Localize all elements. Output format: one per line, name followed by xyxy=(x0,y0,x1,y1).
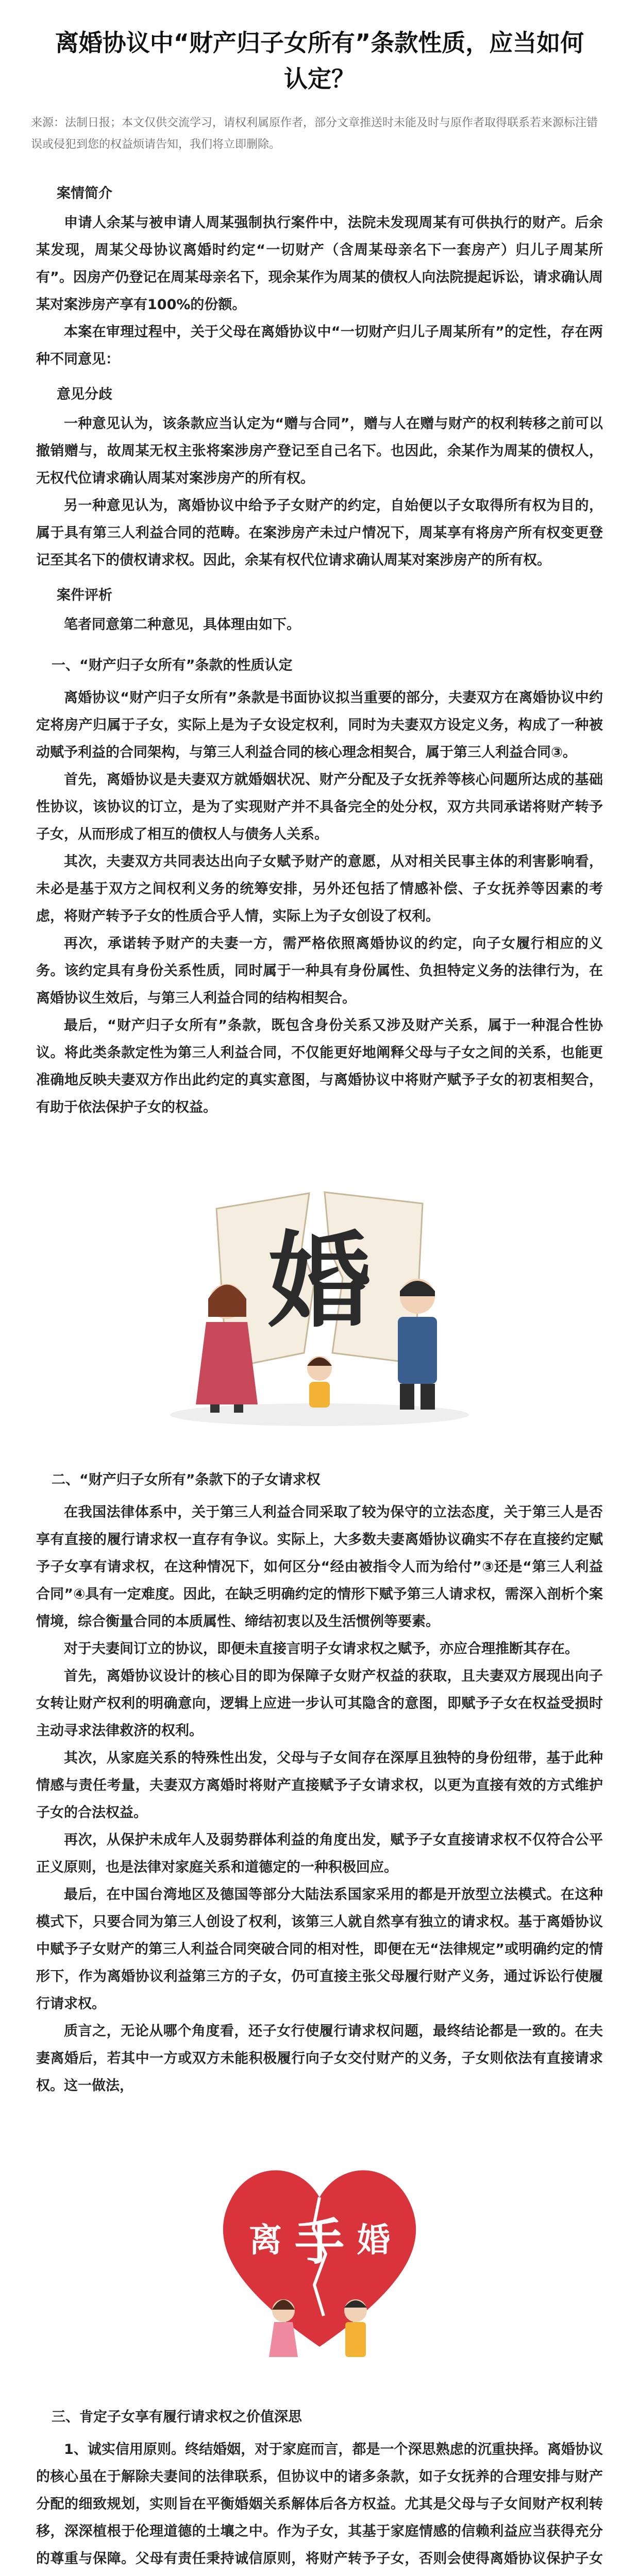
case-paragraph: 本案在审理过程中，关于父母在离婚协议中“一切财产归儿子周某所有”的定性，存在两种不同意见： xyxy=(36,324,603,367)
section1-paragraph: 离婚协议“财产归子女所有”条款是书面协议拟当重要的部分，夫妻双方在离婚协议中约定将房产归属于子女，实际上是为子女设定权利，同时为夫妻双方设定义务，构成了一种被动赋予利益的合同架构，与第三人利益合同的核心理念相契合，属于第三人利益合同③。 xyxy=(36,690,603,760)
section1-paragraph: 首先，离婚协议是夫妻双方就婚姻状况、财产分配及子女抚养等核心问题所达成的基础性协议，该协议的订立，是为了实现财产并不具备完全的处分权，双方共同承诺将财产转予子女，从而形成了相互的债权人与债务人关系。 xyxy=(36,772,603,842)
section1-paragraph: 最后，“财产归子女所有”条款，既包含身份关系又涉及财产关系，属于一种混合性协议。将此类条款定性为第三人利益合同，不仅能更好地阐释父母与子女之间的关系，也能更准确地反映夫妻双方作出此约定的真实意图，与离婚协议中将财产赋予子女的初衷相契合，有助于依法保护子女的权益。 xyxy=(36,1018,603,1115)
section2-paragraph: 再次，从保护未成年人及弱势群体利益的角度出发，赋予子女直接请求权不仅符合公平正义原则，也是法律对家庭关系和道德定的一种积极回应。 xyxy=(36,1832,603,1875)
sign-character: 婚 xyxy=(267,1222,372,1342)
case-heading: 案情简介 xyxy=(57,185,112,201)
divorce-illustration xyxy=(36,1137,603,1446)
heart-center-character: 手 xyxy=(295,2213,344,2271)
article-title: 离婚协议中“财产归子女所有”条款性质，应当如何认定？ xyxy=(55,29,584,93)
section2-paragraph: 首先，离婚协议设计的核心目的即为保障子女财产权益的获取，且夫妻双方展现出向子女转让财产权利的明确意向，逻辑上应进一步认可其隐含的意图，即赋予子女在权益受损时主动寻求法律救济的权利。 xyxy=(36,1668,603,1739)
section1-paragraph: 再次，承诺转予财产的夫妻一方，需严格依照离婚协议的约定，向子女履行相应的义务。该约定具有身份关系性质，同时属于一种具有身份属性、负担特定义务的法律行为，在离婚协议生效后，与第三人利益合同的结构相契合。 xyxy=(36,936,603,1006)
section2-heading: 二、“财产归子女所有”条款下的子女请求权 xyxy=(52,1472,321,1488)
section2-paragraph: 其次，从家庭关系的特殊性出发，父母与子女间存在深厚且独特的身份纽带，基于此种情感与责任考量，夫妻双方离婚时将财产直接赋予子女请求权，以更为直接有效的方式维护子女的合法权益。 xyxy=(36,1750,603,1821)
analysis-heading: 案件评析 xyxy=(57,587,112,603)
man-figure xyxy=(398,1279,437,1410)
section2-paragraph: 质言之，无论从哪个角度看，还子女行使履行请求权问题，最终结论都是一致的。在夫妻离婚后，若其中一方或双方未能积极履行向子女交付财产的义务，子女则依法有直接请求权。这一做法， xyxy=(36,2023,603,2094)
section3-heading: 三、肯定子女享有履行请求权之价值深思 xyxy=(52,2409,302,2425)
analysis-intro: 笔者同意第二种意见，具体理由如下。 xyxy=(64,617,300,633)
broken-marriage-image xyxy=(155,1147,484,1435)
section2-paragraph: 最后，在中国台湾地区及德国等部分大陆法系国家采用的都是开放型立法模式。在这种模式下，只要合同为第三人创设了权利，该第三人就自然享有独立的请求权。基于离婚协议中赋予子女财产的第三人利益合同突破合同的相对性，即便在无“法律规定”或明确约定的情形下，作为离婚协议利益第三方的子女，仍可直接主张父母履行财产义务，通过诉讼行使履行请求权。 xyxy=(36,1887,603,2012)
heart-right-character: 婚 xyxy=(357,2222,390,2260)
case-paragraph: 申请人余某与被申请人周某强制执行案件中，法院未发现周某有可供执行的财产。后余某发现，周某父母协议离婚时约定“一切财产（含周某母亲名下一套房产）归儿子周某所有”。因房产仍登记在周某母亲名下，现余某作为周某的债权人向法院提起诉讼，请求确认周某对案涉房产享有100%的份额。 xyxy=(36,215,603,313)
section2-paragraph: 在我国法律体系中，关于第三人利益合同采取了较为保守的立法态度，关于第三人是否享有直接的履行请求权一直存有争议。实际上，大多数夫妻离婚协议确实不存在直接约定赋予子女享有请求权，在这种情况下，如何区分“经由被指令人而为给付”③还是“第三人利益合同”④具有一定难度。因此，在缺乏明确约定的情形下赋予第三人请求权，需深入剖析个案情境，综合衡量合同的本质属性、缔结初衷以及生活惯例等要素。 xyxy=(36,1504,603,1630)
divorce-heart-image xyxy=(175,2120,464,2378)
dispute-paragraph: 另一种意见认为，离婚协议中给予子女财产的约定，自始便以子女取得所有权为目的，属于具有第三人利益合同的范畴。在案涉房产未过户情况下，周某享有将房产所有权变更登记至其名下的债权请求权。因此，余某有权代位请求确认周某对案涉房产的所有权。 xyxy=(36,498,603,568)
small-woman-figure xyxy=(269,2299,298,2357)
dispute-heading: 意见分歧 xyxy=(57,386,112,402)
source-disclaimer: 来源：法制日报；本文仅供交流学习，请权利属原作者，部分文章推送时未能及时与原作者取得联系若来源标注错误或侵犯到您的权益烦请告知，我们将立即删除。 xyxy=(31,116,598,151)
section1-paragraph: 其次，夫妻双方共同表达出向子女赋予财产的意愿，从对相关民事主体的利害影响看，未必是基于双方之间权利义务的统筹安排，另外还包括了情感补偿、子女抚养等因素的考虑，将财产转予子女的性质合乎人情，实际上为子女创设了权利。 xyxy=(36,854,603,924)
section1-heading: 一、“财产归子女所有”条款的性质认定 xyxy=(52,657,293,673)
article-body xyxy=(36,180,603,2576)
child-figure xyxy=(307,1356,332,1408)
heart-left-character: 离 xyxy=(249,2222,282,2260)
small-man-figure xyxy=(344,2299,367,2357)
dispute-paragraph: 一种意见认为，该条款应当认定为“赠与合同”，赠与人在赠与财产的权利转移之前可以撤销赠与，故周某无权主张将案涉房产登记至自己名下。也因此，余某作为周某的债权人，无权代位请求确认周某对案涉房产的所有权。 xyxy=(36,416,603,486)
heart-illustration xyxy=(36,2115,603,2383)
section2-paragraph: 对于夫妻间订立的协议，即便未直接言明子女请求权之赋予，亦应合理推断其存在。 xyxy=(64,1641,579,1657)
section3-paragraph: 1、诚实信用原则。终结婚姻，对于家庭而言，都是一个深思熟虑的沉重抉择。离婚协议的核心虽在于解除夫妻间的法律联系，但协议中的诸多条款，如子女抚养的合理安排与财产分配的细致规划，实则旨在平衡婚姻关系解体后各方权益。尤其是父母与子女间财产权利转移，深深植根于伦理道德的土壤之中。作为子女，其基于家庭情感的信赖利益应当获得充分的尊重与保障。父母有责任秉持诚信原则，将财产转予子女，否则会使得离婚协议保护子女 xyxy=(36,2442,603,2567)
